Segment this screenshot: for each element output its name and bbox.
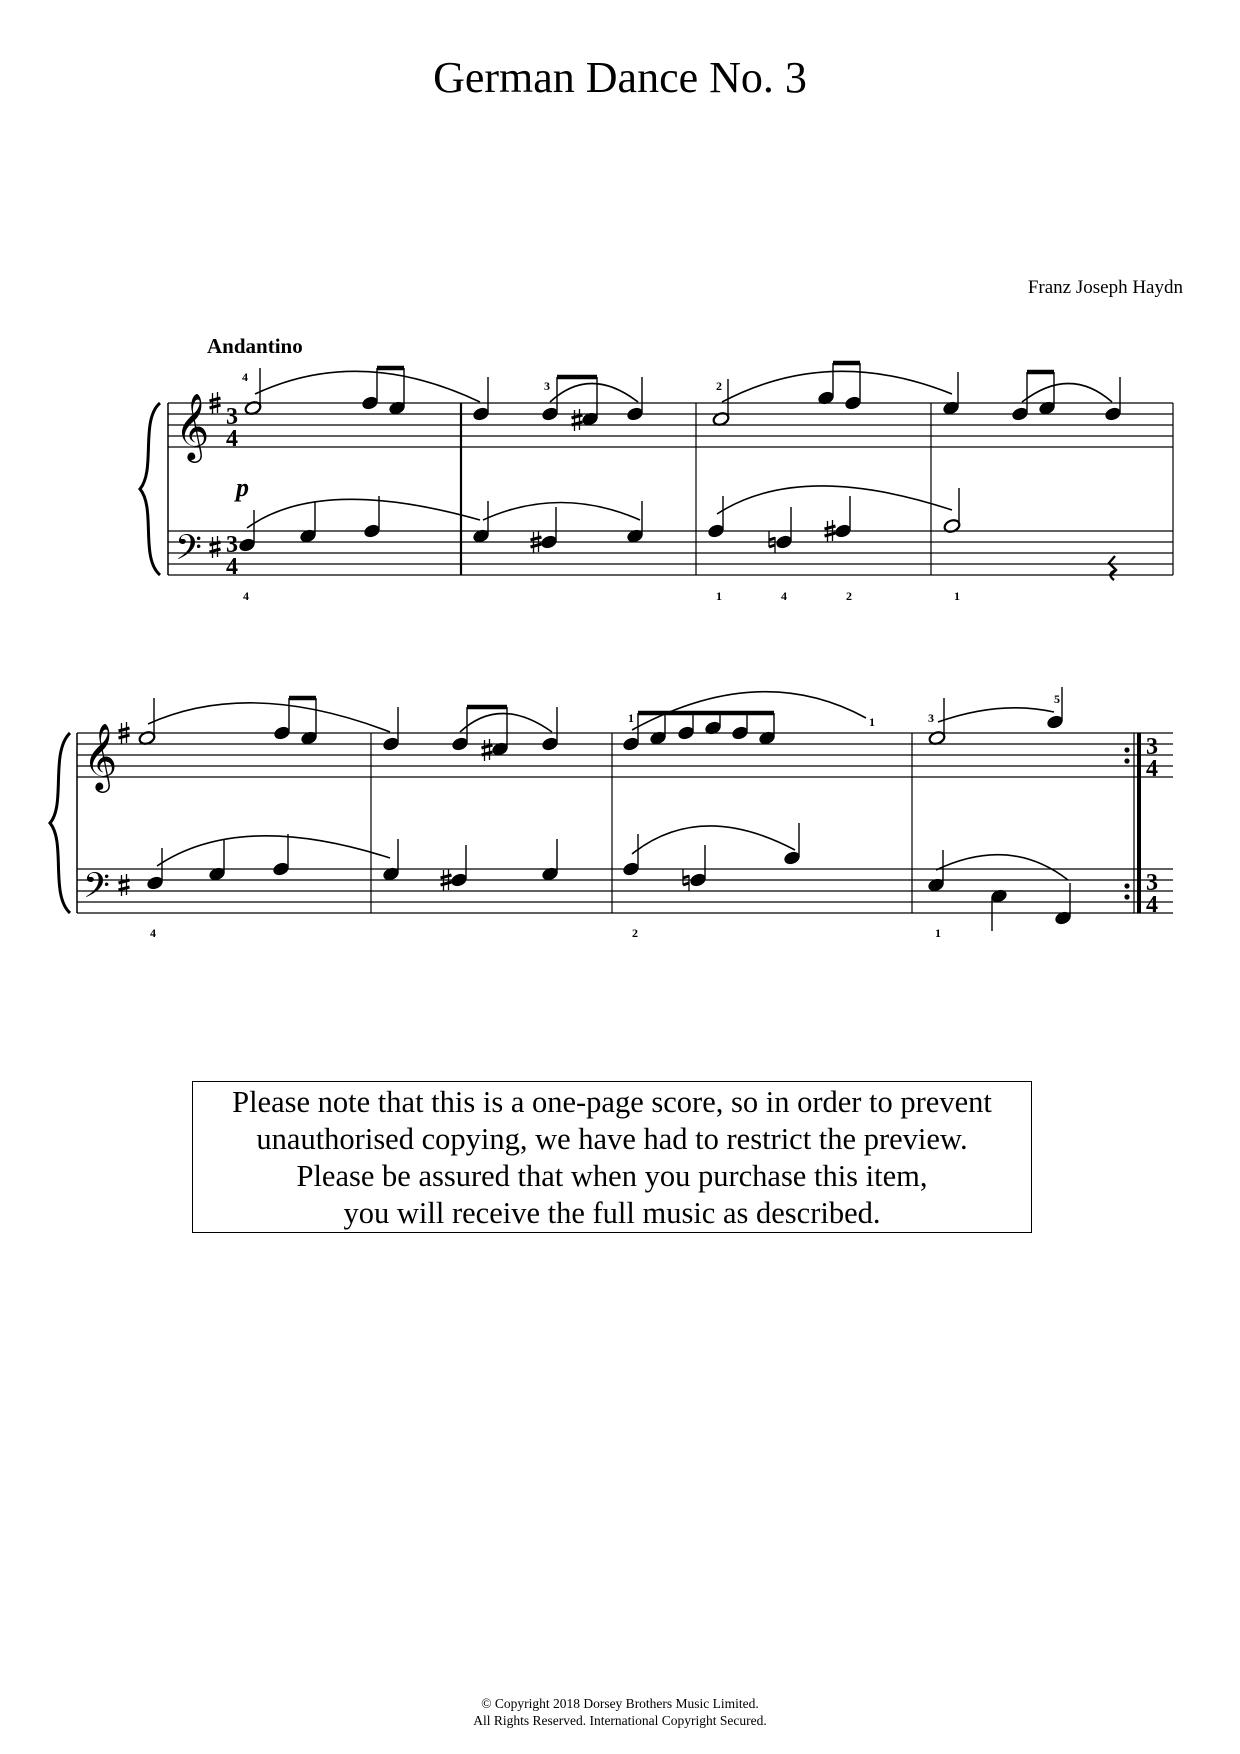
time-signature-top: 3: [1146, 870, 1158, 896]
fingering: 1: [954, 589, 960, 603]
repeat-dots: [1124, 747, 1129, 899]
score-title: German Dance No. 3: [433, 53, 807, 102]
notice-line: Please be assured that when you purchase this item,: [296, 1159, 928, 1193]
brace: [140, 403, 160, 575]
fingering: 1: [628, 711, 634, 725]
bass-notes-2: [146, 823, 1071, 931]
fingering: 1: [869, 715, 875, 729]
time-signature-bottom: 4: [226, 426, 238, 452]
time-signature-top: 3: [226, 404, 238, 430]
treble-slurs-2: [148, 692, 1054, 732]
fingering: 1: [935, 926, 941, 940]
treble-clef-icon: 𝄞: [83, 722, 118, 790]
treble-notes-1: [244, 363, 1122, 431]
fingering: 1: [716, 589, 722, 603]
brace: [50, 733, 70, 913]
preview-notice: [192, 1081, 1032, 1233]
notice-line: you will receive the full music as described.: [343, 1196, 881, 1230]
fingering: 4: [150, 926, 156, 940]
time-signature-bottom: 4: [1146, 892, 1158, 918]
fingerings-treble-1: [242, 370, 722, 393]
copyright-line: © Copyright 2018 Dorsey Brothers Music Limited.: [481, 1696, 759, 1711]
fingerings-bass-1: [243, 589, 960, 603]
system-1: [140, 403, 1173, 575]
time-signature-top: 3: [226, 532, 238, 558]
bass-staff-2: [77, 869, 1173, 913]
fingering: 3: [544, 379, 550, 393]
treble-slurs-1: [255, 371, 1112, 402]
time-signature-bottom: 4: [226, 554, 238, 580]
fingering: 2: [846, 589, 852, 603]
system-2: [50, 733, 1173, 913]
tempo-marking: Andantino: [207, 334, 303, 358]
notice-line: unauthorised copying, we have had to restrict the preview.: [256, 1122, 968, 1156]
bass-staff-1: [168, 531, 1173, 575]
dynamic-marking: p: [236, 473, 249, 502]
treble-notes-2: [138, 687, 1064, 761]
treble-staff-2: [77, 733, 1173, 777]
fingerings-bass-2: [150, 926, 941, 940]
bass-clef-icon: 𝄢: [83, 865, 111, 914]
fingering: 4: [242, 370, 248, 384]
treble-clef-icon: 𝄞: [175, 392, 210, 460]
fingering: 2: [632, 926, 638, 940]
fingering: 5: [1054, 692, 1060, 706]
copyright-line: All Rights Reserved. International Copyright Secured.: [473, 1713, 767, 1728]
fingering: 3: [928, 711, 934, 725]
bass-clef-icon: 𝄢: [175, 527, 203, 576]
time-signature-top: 3: [1146, 734, 1158, 760]
fingering: 2: [716, 379, 722, 393]
time-signature-bottom: 4: [1146, 756, 1158, 782]
bass-notes-1: [238, 488, 1116, 580]
copyright-footer: [0, 1695, 1240, 1729]
bass-slurs-1: [247, 486, 952, 528]
fingering: 4: [243, 589, 249, 603]
composer-name: Franz Joseph Haydn: [1027, 277, 1183, 298]
notice-line: Please note that this is a one-page score, so in order to prevent: [232, 1085, 992, 1119]
fingering: 4: [781, 589, 787, 603]
